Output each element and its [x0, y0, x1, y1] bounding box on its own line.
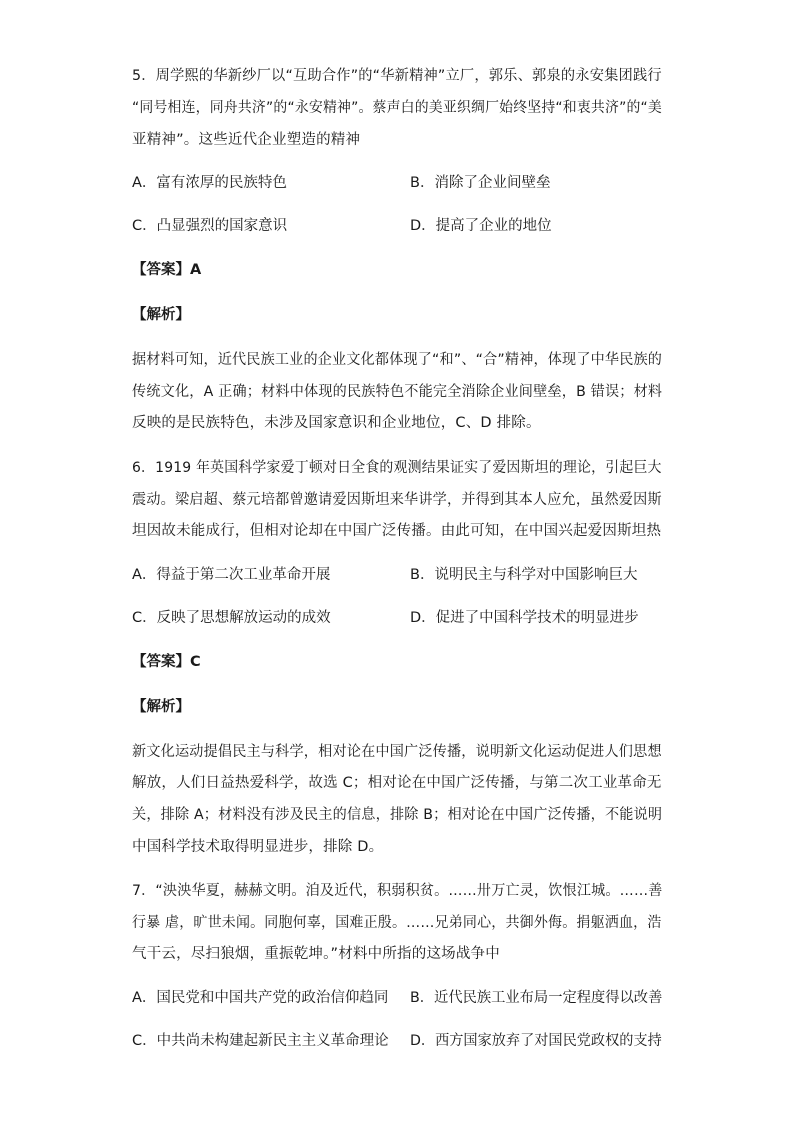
q5-analysis-line-3: 反映的是民族特色，未涉及国家意识和企业地位，C、D 排除。	[132, 415, 541, 431]
q6-option-d: D．促进了中国科学技术的明显进步	[410, 610, 639, 626]
q6-stem-line-3: 坦因故未能成行，但相对论却在中国广泛传播。由此可知，在中国兴起爱因斯坦热	[132, 523, 662, 539]
q6-option-a: A．得益于第二次工业革命开展	[132, 567, 331, 583]
q5-analysis-line-1: 据材料可知，近代民族工业的企业文化都体现了“和”、“合”精神，体现了中华民族的	[132, 352, 663, 368]
q6-option-c: C．反映了思想解放运动的成效	[132, 610, 331, 626]
q5-stem-line-1: 5．周学熙的华新纱厂以“互助合作”的“华新精神”立厂，郭乐、郭泉的永安集团践行	[132, 68, 662, 84]
q6-analysis-line-1: 新文化运动提倡民主与科学，相对论在中国广泛传播，说明新文化运动促进人们思想	[132, 744, 662, 760]
q5-option-a: A．富有浓厚的民族特色	[132, 175, 287, 191]
q7-stem-line-2: 行暴 虐，旷世未闻。同胞何辜，国难正殷。……兄弟同心，共御外侮。捐躯洒血，浩	[132, 915, 662, 931]
q6-analysis-label: 【解析】	[132, 699, 190, 715]
q7-stem-line-1: 7．“泱泱华夏，赫赫文明。洎及近代，积弱积贫。……卅万亡灵，饮恨江城。……善	[132, 883, 663, 899]
q5-answer: 【答案】A	[132, 262, 202, 278]
q5-analysis-line-2: 传统文化，A 正确；材料中体现的民族特色不能完全消除企业间壁垒，B 错误；材料	[132, 384, 663, 400]
q6-analysis-line-3: 关，排除 A；材料没有涉及民主的信息，排除 B；相对论在中国广泛传播，不能说明	[132, 807, 663, 823]
q6-analysis-line-2: 解放，人们日益热爱科学，故选 C；相对论在中国广泛传播，与第二次工业革命无	[132, 775, 662, 791]
q7-option-d: D．西方国家放弃了对国民党政权的支持	[410, 1033, 662, 1049]
q7-stem-line-3: 气干云，尽扫狼烟，重振乾坤。”材料中所指的这场战争中	[132, 946, 500, 962]
q5-option-c: C．凸显强烈的国家意识	[132, 218, 288, 234]
q5-option-d: D．提高了企业的地位	[410, 218, 552, 234]
q7-option-a: A．国民党和中国共产党的政治信仰趋同	[132, 990, 389, 1006]
q7-option-c: C．中共尚未构建起新民主主义革命理论	[132, 1033, 389, 1049]
q5-option-b: B．消除了企业间壁垒	[410, 175, 551, 191]
q6-stem-line-1: 6．1919 年英国科学家爱丁顿对日全食的观测结果证实了爱因斯坦的理论，引起巨大	[132, 460, 662, 476]
q5-analysis-label: 【解析】	[132, 307, 190, 323]
q7-option-b: B．近代民族工业布局一定程度得以改善	[410, 990, 663, 1006]
q5-stem-line-2: “同号相连，同舟共济”的“永安精神”。蔡声白的美亚织绸厂始终坚持“和衷共济”的“美	[132, 100, 662, 116]
q6-option-b: B．说明民主与科学对中国影响巨大	[410, 567, 638, 583]
q6-answer: 【答案】C	[132, 654, 201, 670]
q6-stem-line-2: 震动。梁启超、蔡元培都曾邀请爱因斯坦来华讲学，并得到其本人应允，虽然爱因斯	[132, 492, 662, 508]
q6-analysis-line-4: 中国科学技术取得明显进步，排除 D。	[132, 839, 384, 855]
q5-stem-line-3: 亚精神”。这些近代企业塑造的精神	[132, 132, 361, 148]
